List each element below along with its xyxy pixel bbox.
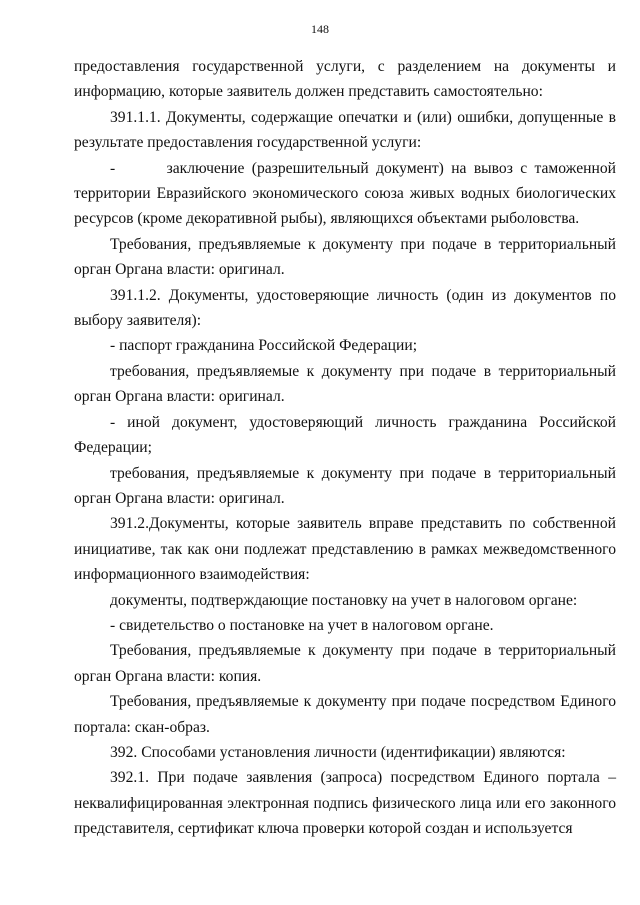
paragraph-392: 392. Способами установления личности (идентификации) являются: [110,743,566,761]
paragraph-requirement-original-2: требования, предъявляемые к документу при подаче в территориальный орган Органа власти: оригинал. [74,362,616,406]
paragraph-requirement-scan: Требования, предъявляемые к документу при подаче посредством Единого портала: скан-образ. [74,693,616,736]
paragraph-other-id-item: - иной документ, удостоверяющий личность гражданина Российской Федерации; [74,413,616,457]
paragraph-tax-registration-docs: документы, подтверждающие постановку на учет в налоговом органе: [110,591,578,609]
page-number: 148 [311,22,329,36]
paragraph-intro-continuation: предоставления государственной услуги, с разделением на документы и информацию, которые заявитель должен представить самостоятельно: [74,58,616,101]
paragraph-392-1: 392.1. При подаче заявления (запроса) посредством Единого портала – неквалифицированная электронная подпись физического лица или его законного представителя, сертификат ключа проверки которой создан и используется [74,769,616,838]
document-body [74,54,616,842]
paragraph-391-2: 391.2.Документы, которые заявитель вправе представить по собственной инициативе, так как они подлежат представлению в рамках межведомственного информационного взаимодействия: [74,515,616,584]
paragraph-requirement-original-3: требования, предъявляемые к документу при подаче в территориальный орган Органа власти: оригинал. [74,464,616,507]
paragraph-passport-item: - паспорт гражданина Российской Федерации; [110,337,418,355]
paragraph-conclusion-item: - заключение (разрешительный документ) на вывоз с таможенной территории Евразийского экономического союза живых водных биологических ресурсов (кроме декоративной рыбы), являющихся объектами рыболовства. [74,159,616,228]
paragraph-requirement-original-1: Требования, предъявляемые к документу при подаче в территориальный орган Органа власти: оригинал. [74,235,616,279]
paragraph-391-1-1: 391.1.1. Документы, содержащие опечатки и (или) ошибки, допущенные в результате предоставления государственной услуги: [74,108,616,152]
paragraph-requirement-copy: Требования, предъявляемые к документу при подаче в территориальный орган Органа власти: копия. [74,642,616,685]
paragraph-391-1-2: 391.1.2. Документы, удостоверяющие личность (один из документов по выбору заявителя): [74,286,616,330]
paragraph-tax-certificate-item: - свидетельство о постановке на учет в налоговом органе. [110,616,494,634]
